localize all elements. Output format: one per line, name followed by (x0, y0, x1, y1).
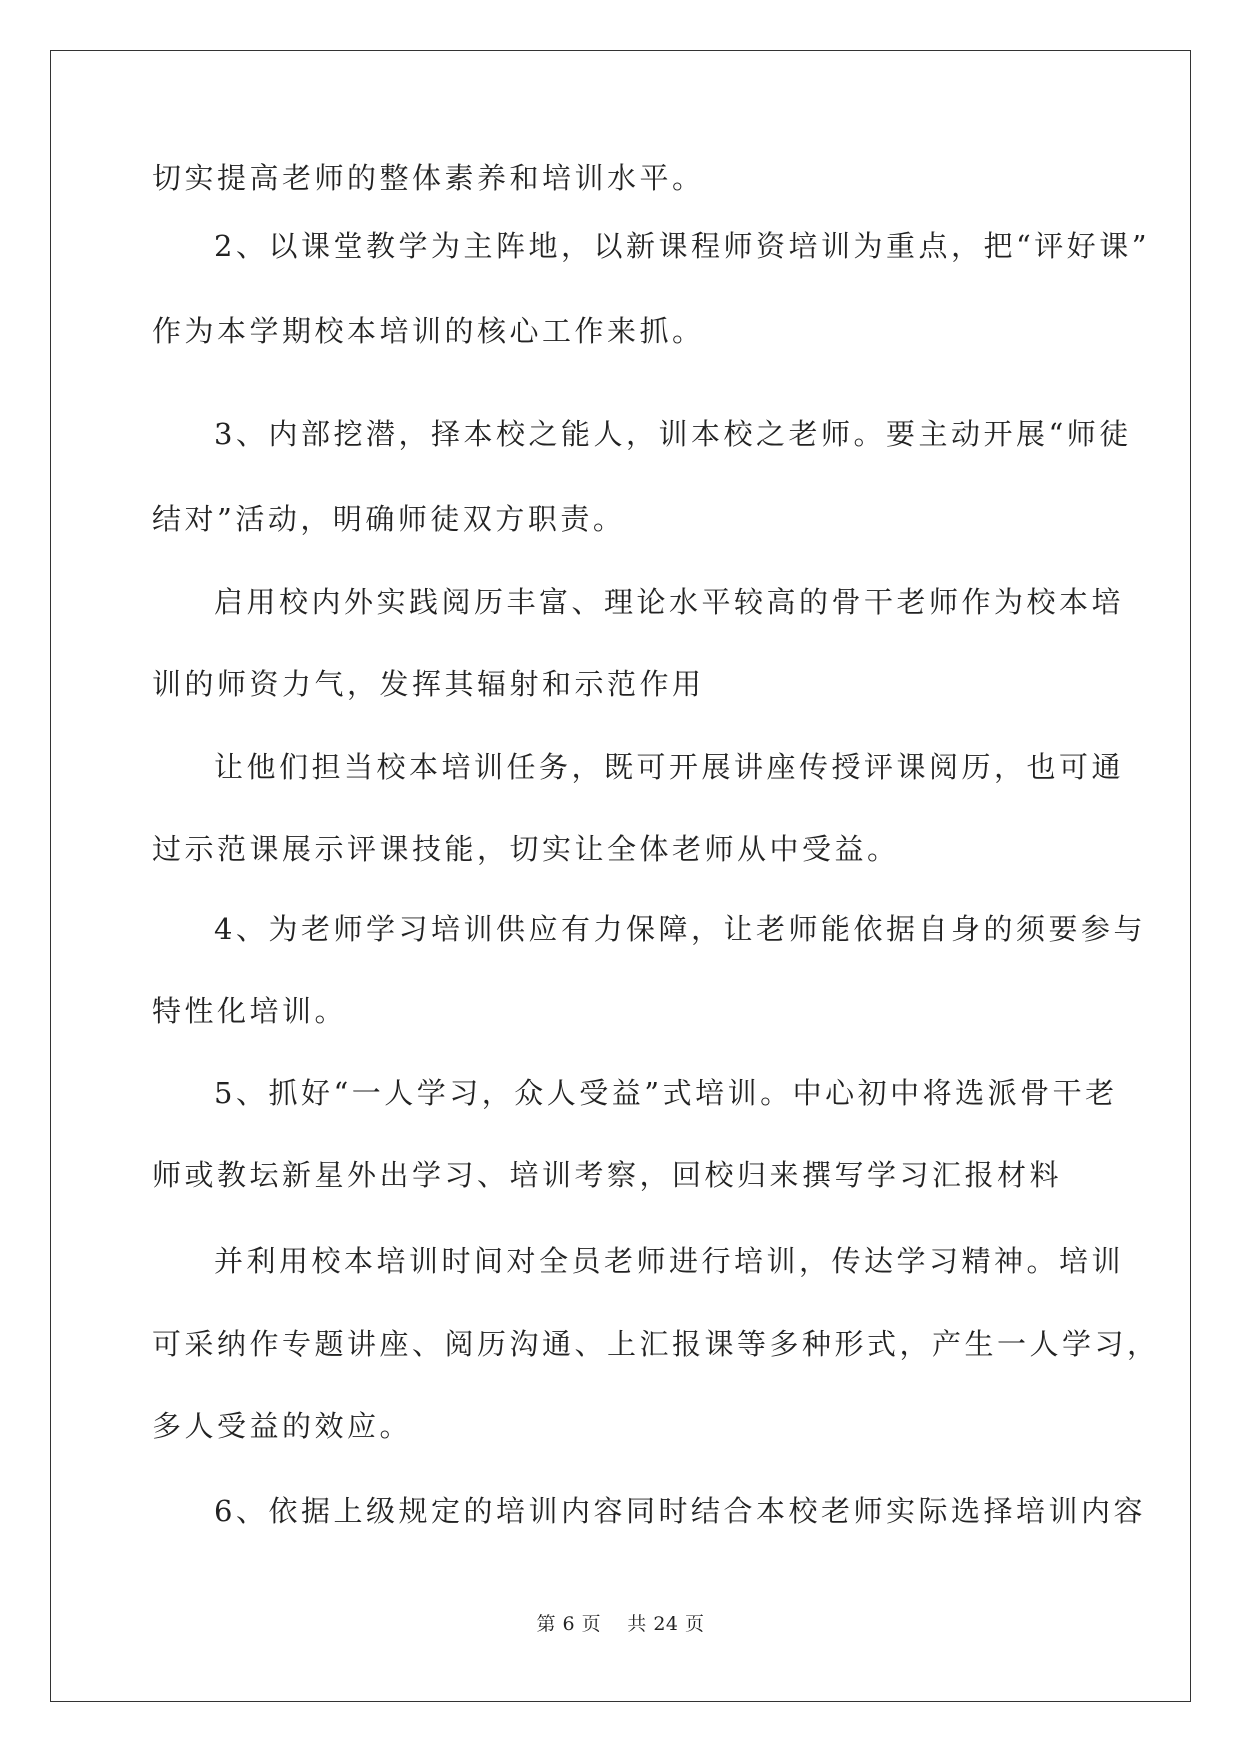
text-line: 启用校内外实践阅历丰富、理论水平较高的骨干老师作为校本培 (214, 585, 1125, 619)
text-line: 特性化培训。 (152, 994, 348, 1028)
text-line: 让他们担当校本培训任务，既可开展讲座传授评课阅历，也可通 (214, 750, 1125, 784)
text-line: 6、依据上级规定的培训内容同时结合本校老师实际选择培训内容 (214, 1494, 1146, 1528)
text-line: 训的师资力气，发挥其辐射和示范作用 (152, 667, 705, 701)
page-frame (50, 50, 1191, 1702)
text-line: 多人受益的效应。 (152, 1409, 413, 1443)
text-line: 5、抓好“一人学习，众人受益”式培训。中心初中将选派骨干老 (214, 1076, 1118, 1110)
text-line: 过示范课展示评课技能，切实让全体老师从中受益。 (152, 832, 900, 866)
page-total: 共 24 页 (627, 1613, 705, 1635)
text-line: 师或教坛新星外出学习、培训考察，回校归来撰写学习汇报材料 (152, 1158, 1063, 1192)
page-footer (0, 1612, 1241, 1636)
text-line: 结对”活动，明确师徒双方职责。 (152, 502, 626, 536)
text-line: 3、内部挖潜，择本校之能人，训本校之老师。要主动开展“师徒 (214, 417, 1132, 451)
text-line: 切实提高老师的整体素养和培训水平。 (152, 161, 705, 195)
text-line: 并利用校本培训时间对全员老师进行培训，传达学习精神。培训 (214, 1244, 1125, 1278)
text-line: 4、为老师学习培训供应有力保障，让老师能依据自身的须要参与 (214, 912, 1146, 946)
text-line: 2、以课堂教学为主阵地，以新课程师资培训为重点，把“评好课” (214, 229, 1151, 263)
page-number: 第 6 页 (536, 1613, 602, 1635)
text-line: 可采纳作专题讲座、阅历沟通、上汇报课等多种形式，产生一人学习， (152, 1327, 1160, 1361)
text-line: 作为本学期校本培训的核心工作来抓。 (152, 314, 705, 348)
